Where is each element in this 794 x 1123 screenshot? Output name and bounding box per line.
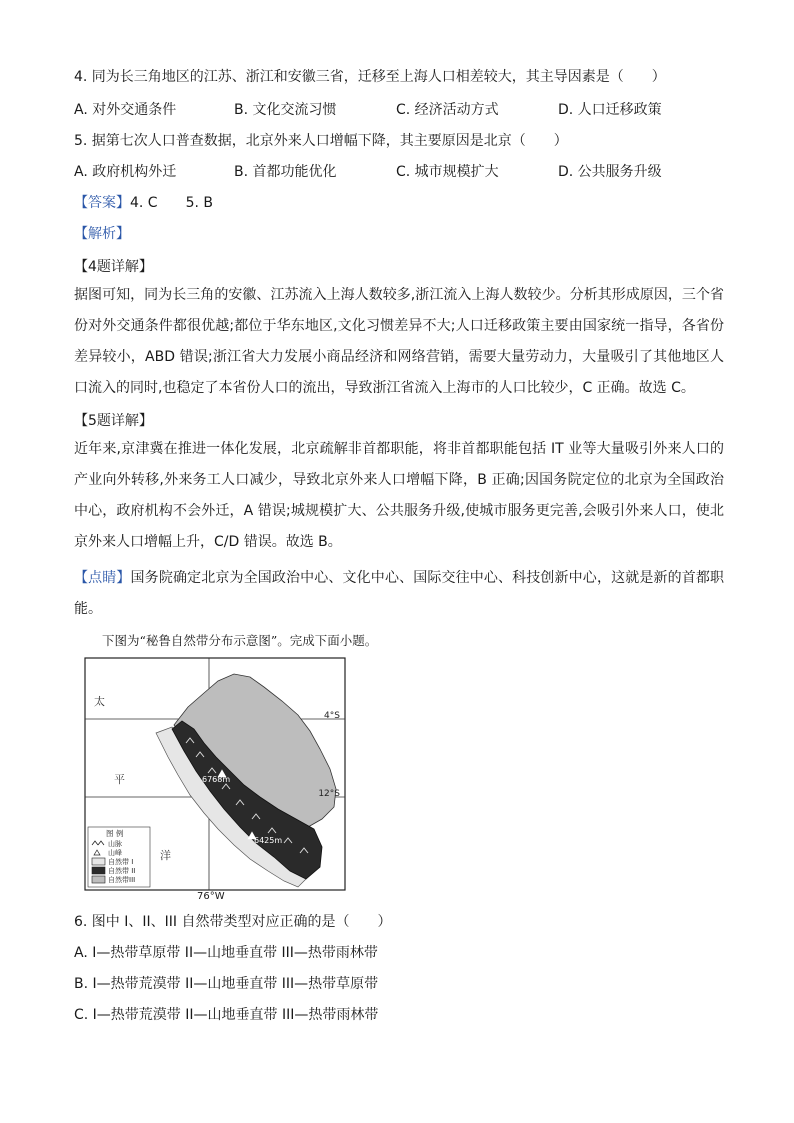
q5-stem: 5. 据第七次人口普查数据，北京外来人口增幅下降，其主要原因是北京（ ） [74,133,568,149]
ocean-char-1: 太 [94,695,105,708]
ocean-char-3: 洋 [160,849,171,862]
legend-zone3-swatch [92,876,105,883]
legend-zone1-swatch [92,858,105,865]
peak-2-label: 6425m [254,836,283,845]
lon-label-76w: 76°W [197,891,225,902]
peak-1-label: 6768m [202,775,231,784]
peru-natural-zone-map [84,657,346,891]
q5-option-b: B. 首都功能优化 [234,164,337,180]
detail4-text: 据图可知，同为长三角的安徽、江苏流入上海人数较多,浙江流入上海人数较少。分析其形成原因，三个省份对外交通条件都很优越;都位于华东地区,文化习惯差异不大;人口迁移政策主要由国家统一指导，各省份差异较小，ABD 错误;浙江省大力发展小商品经济和网络营销，需要大量劳动力，大量吸引了其他地区人口流入的同时,也稳定了本省份人口的流出，导致浙江省流入上海市的人口比较少，C 正确。故选 C。 [74,287,724,396]
detail5-tag: 【5题详解】 [74,413,153,429]
answer-text: 4. C 5. B [130,195,213,211]
detail4-tag: 【4题详解】 [74,259,153,275]
q4-option-d: D. 人口迁移政策 [558,102,662,118]
map-legend [88,827,150,887]
q6-option-b: B. I—热带荒漠带 II—山地垂直带 III—热带草原带 [74,976,379,992]
q5-option-c: C. 城市规模扩大 [396,164,499,180]
note-text: 国务院确定北京为全国政治中心、文化中心、国际交往中心、科技创新中心，这就是新的首都职能。 [74,570,725,617]
lat-label-4s: 4°S [324,711,340,721]
legend-item-peak: 山峰 [108,849,122,857]
analysis-tag: 【解析】 [74,226,130,242]
lat-label-12s: 12°S [318,789,340,799]
legend-item-zone3: 自然带III [108,876,136,884]
q5-option-a: A. 政府机构外迁 [74,164,177,180]
legend-title: 图 例 [106,829,124,838]
figure-intro: 下图为“秘鲁自然带分布示意图”。完成下面小题。 [102,633,378,648]
legend-item-mountain: 山脉 [108,840,122,848]
q4-option-b: B. 文化交流习惯 [234,102,337,118]
q4-stem: 4. 同为长三角地区的江苏、浙江和安徽三省，迁移至上海人口相差较大，其主导因素是（ ） [74,69,666,85]
legend-item-zone2: 自然带 II [108,867,136,875]
q6-option-a: A. I—热带草原带 II—山地垂直带 III—热带雨林带 [74,945,378,961]
q6-stem: 6. 图中 I、II、III 自然带类型对应正确的是（ ） [74,914,392,930]
legend-zone2-swatch [92,867,105,874]
note-tag: 【点睛】 [74,570,131,586]
answer-line [74,192,213,212]
q4-option-c: C. 经济活动方式 [396,102,499,118]
ocean-char-2: 平 [114,773,125,786]
detail5-text: 近年来,京津冀在推进一体化发展，北京疏解非首都职能，将非首都职能包括 IT 业等大量吸引外来人口的产业向外转移,外来务工人口减少，导致北京外来人口增幅下降，B 正确;因国务院定位的北京为全国政治中心，政府机构不会外迁，A 错误;城规模扩大、公共服务升级,使城市服务更完善,会吸引外来人口，使北京外来人口增幅上升，C/D 错误。故选 B。 [74,441,724,550]
note-block [74,563,724,625]
legend-item-zone1: 自然带 I [108,858,134,866]
q5-option-d: D. 公共服务升级 [558,164,662,180]
answer-tag: 【答案】 [74,195,130,211]
q6-option-c: C. I—热带荒漠带 II—山地垂直带 III—热带雨林带 [74,1007,379,1023]
q4-option-a: A. 对外交通条件 [74,102,177,118]
